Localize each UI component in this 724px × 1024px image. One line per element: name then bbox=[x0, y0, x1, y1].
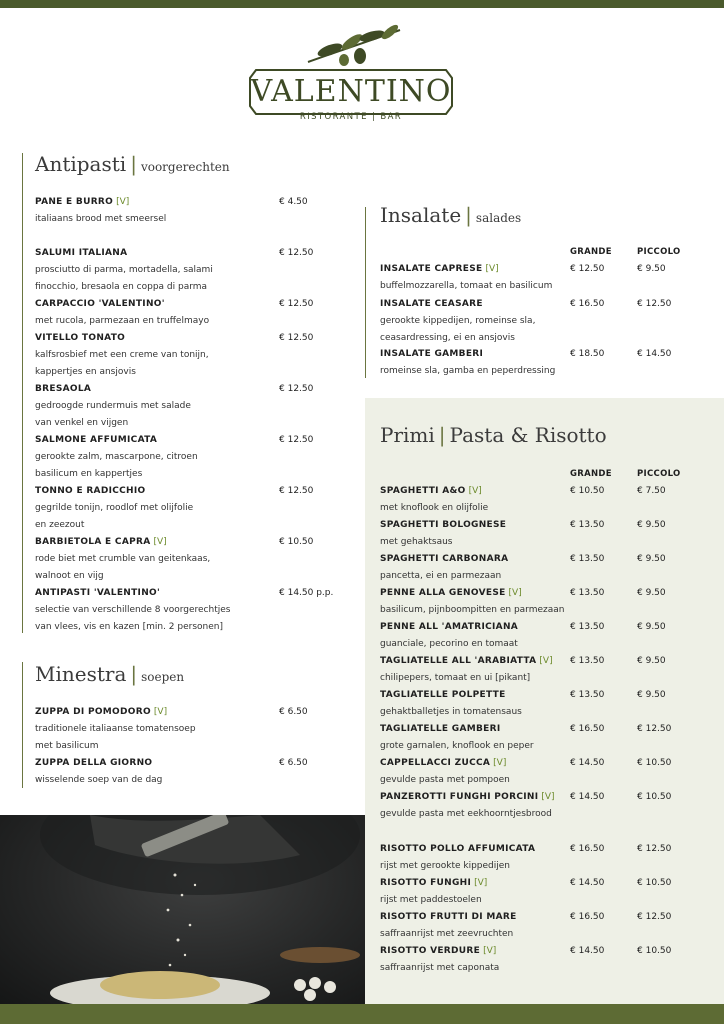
vegetarian-badge: [V] bbox=[153, 537, 167, 547]
insalate-heading bbox=[380, 203, 521, 227]
title-separator: | bbox=[465, 203, 472, 227]
dish-description: gerookte kippedijen, romeinse sla, bbox=[380, 316, 536, 326]
dish-name: INSALATE CEASARE bbox=[380, 299, 483, 309]
price-grande: € 14.50 bbox=[570, 792, 605, 802]
dish-description: guanciale, pecorino en tomaat bbox=[380, 639, 518, 649]
dish-description: saffraanrijst met zeevruchten bbox=[380, 929, 514, 939]
menu-item-row bbox=[380, 348, 483, 360]
menu-item-row bbox=[380, 298, 483, 310]
vegetarian-badge: [V] bbox=[116, 197, 130, 207]
dish-description: gedroogde rundermuis met salade bbox=[35, 401, 191, 411]
price-piccolo: € 12.50 bbox=[637, 912, 672, 922]
price-grande: € 18.50 bbox=[570, 349, 605, 359]
insalate-title: Insalate bbox=[380, 203, 462, 227]
dish-description: kalfsrosbief met een creme van tonijn, bbox=[35, 350, 209, 360]
dish-name: TAGLIATELLE GAMBERI bbox=[380, 724, 501, 734]
dish-description: en zeezout bbox=[35, 520, 85, 530]
menu-item-row bbox=[35, 757, 152, 769]
top-accent-bar bbox=[0, 0, 724, 8]
dish-name: PENNE ALLA GENOVESE bbox=[380, 588, 506, 598]
price-piccolo: € 12.50 bbox=[637, 724, 672, 734]
dish-name: ANTIPASTI 'VALENTINO' bbox=[35, 588, 161, 598]
menu-item-row bbox=[380, 621, 518, 633]
dish-price: € 12.50 bbox=[279, 248, 314, 258]
dish-description: met rucola, parmezaan en truffelmayo bbox=[35, 316, 210, 326]
dish-description: selectie van verschillende 8 voorgerechtjes bbox=[35, 605, 231, 615]
price-grande: € 14.50 bbox=[570, 758, 605, 768]
dish-name: BRESAOLA bbox=[35, 384, 92, 394]
antipasti-heading bbox=[35, 152, 230, 176]
price-grande: € 13.50 bbox=[570, 520, 605, 530]
dish-name: RISOTTO POLLO AFFUMICATA bbox=[380, 844, 536, 854]
dish-name: RISOTTO FRUTTI DI MARE bbox=[380, 912, 517, 922]
dish-description: pancetta, ei en parmezaan bbox=[380, 571, 502, 581]
dish-description: met basilicum bbox=[35, 741, 99, 751]
price-piccolo: € 10.50 bbox=[637, 946, 672, 956]
dish-price: € 14.50 p.p. bbox=[279, 588, 334, 598]
insalate-subtitle: salades bbox=[475, 211, 522, 225]
dish-price: € 12.50 bbox=[279, 299, 314, 309]
price-grande: € 13.50 bbox=[570, 656, 605, 666]
dish-description: gevulde pasta met eekhoorntjesbrood bbox=[380, 809, 552, 819]
menu-item-row bbox=[380, 689, 506, 701]
dish-description: rode biet met crumble van geitenkaas, bbox=[35, 554, 211, 564]
vegetarian-badge: [V] bbox=[541, 792, 555, 802]
price-piccolo: € 9.50 bbox=[637, 520, 666, 530]
dish-name: INSALATE GAMBERI bbox=[380, 349, 484, 359]
insalate-divider-line bbox=[365, 207, 366, 378]
antipasti-divider-line bbox=[22, 153, 23, 633]
dish-name: TAGLIATELLE POLPETTE bbox=[380, 690, 506, 700]
dish-name: SPAGHETTI BOLOGNESE bbox=[380, 520, 507, 530]
dish-name: TONNO E RADICCHIO bbox=[35, 486, 146, 496]
vegetarian-badge: [V] bbox=[483, 946, 497, 956]
menu-item-row bbox=[380, 587, 522, 599]
dish-description: grote garnalen, knoflook en peper bbox=[380, 741, 534, 751]
dish-name: SALUMI ITALIANA bbox=[35, 248, 128, 258]
dish-description: rijst met paddestoelen bbox=[380, 895, 482, 905]
insalate-col-grande: GRANDE bbox=[570, 247, 612, 257]
plate-illustration bbox=[0, 815, 365, 1004]
title-separator: | bbox=[130, 662, 138, 686]
vegetarian-badge: [V] bbox=[508, 588, 522, 598]
dish-description: met gehaktsaus bbox=[380, 537, 453, 547]
menu-item-row bbox=[35, 383, 91, 395]
price-grande: € 10.50 bbox=[570, 486, 605, 496]
menu-item-row bbox=[35, 298, 165, 310]
dish-description: gegrilde tonijn, roodlof met olijfolie bbox=[35, 503, 194, 513]
dish-name: PENNE ALL 'AMATRICIANA bbox=[380, 622, 519, 632]
price-grande: € 16.50 bbox=[570, 724, 605, 734]
price-grande: € 13.50 bbox=[570, 690, 605, 700]
dish-description: basilicum en kappertjes bbox=[35, 469, 143, 479]
title-separator: | bbox=[130, 152, 137, 176]
dish-name: ZUPPA DELLA GIORNO bbox=[35, 758, 153, 768]
insalate-col-piccolo: PICCOLO bbox=[637, 247, 681, 257]
dish-name: RISOTTO FUNGHI bbox=[380, 878, 472, 888]
primi-col-grande: GRANDE bbox=[570, 469, 612, 479]
price-piccolo: € 12.50 bbox=[637, 844, 672, 854]
dish-description: ceasardressing, ei en ansjovis bbox=[380, 333, 515, 343]
antipasti-title: Antipasti bbox=[35, 152, 127, 176]
price-piccolo: € 7.50 bbox=[637, 486, 666, 496]
dish-description: traditionele italiaanse tomatensoep bbox=[35, 724, 196, 734]
menu-item-row bbox=[380, 757, 506, 769]
dish-price: € 12.50 bbox=[279, 486, 314, 496]
dish-price: € 6.50 bbox=[279, 758, 308, 768]
price-piccolo: € 9.50 bbox=[637, 656, 666, 666]
dish-name: SALMONE AFFUMICATA bbox=[35, 435, 158, 445]
primi-col-piccolo: PICCOLO bbox=[637, 469, 681, 479]
price-piccolo: € 14.50 bbox=[637, 349, 672, 359]
dish-description: prosciutto di parma, mortadella, salami bbox=[35, 265, 213, 275]
dish-description: van vlees, vis en kazen [min. 2 personen] bbox=[35, 622, 223, 632]
menu-item-row bbox=[380, 791, 555, 803]
price-grande: € 13.50 bbox=[570, 622, 605, 632]
menu-item-row bbox=[380, 263, 499, 275]
dish-name: VITELLO TONATO bbox=[35, 333, 126, 343]
price-grande: € 14.50 bbox=[570, 946, 605, 956]
olive-branch-icon bbox=[300, 24, 410, 68]
price-grande: € 13.50 bbox=[570, 588, 605, 598]
price-piccolo: € 9.50 bbox=[637, 554, 666, 564]
dish-description: buffelmozzarella, tomaat en basilicum bbox=[380, 281, 553, 291]
dish-name: INSALATE CAPRESE bbox=[380, 264, 483, 274]
dish-name: SPAGHETTI A&O bbox=[380, 486, 466, 496]
dish-name: ZUPPA DI POMODORO bbox=[35, 707, 151, 717]
dish-price: € 10.50 bbox=[279, 537, 314, 547]
vegetarian-badge: [V] bbox=[474, 878, 488, 888]
dish-description: walnoot en vijg bbox=[35, 571, 104, 581]
vegetarian-badge: [V] bbox=[493, 758, 507, 768]
restaurant-logo bbox=[248, 24, 454, 130]
menu-item-row bbox=[380, 723, 500, 735]
chef-plating-photo bbox=[0, 815, 365, 1004]
logo-name: VALENTINO bbox=[250, 74, 452, 109]
menu-item-row bbox=[35, 247, 127, 259]
dish-price: € 12.50 bbox=[279, 384, 314, 394]
dish-name: CARPACCIO 'VALENTINO' bbox=[35, 299, 165, 309]
price-piccolo: € 12.50 bbox=[637, 299, 672, 309]
dish-price: € 12.50 bbox=[279, 333, 314, 343]
dish-description: met knoflook en olijfolie bbox=[380, 503, 489, 513]
price-piccolo: € 9.50 bbox=[637, 264, 666, 274]
menu-item-row bbox=[380, 945, 496, 957]
dish-name: SPAGHETTI CARBONARA bbox=[380, 554, 509, 564]
price-piccolo: € 10.50 bbox=[637, 758, 672, 768]
logo-subtitle: RISTORANTE | BAR bbox=[299, 112, 403, 122]
price-piccolo: € 9.50 bbox=[637, 622, 666, 632]
dish-description: van venkel en vijgen bbox=[35, 418, 129, 428]
vegetarian-badge: [V] bbox=[539, 656, 553, 666]
menu-item-row bbox=[35, 706, 167, 718]
dish-description: italiaans brood met smeersel bbox=[35, 214, 167, 224]
menu-item-row bbox=[380, 519, 506, 531]
dish-description: gehaktballetjes in tomatensaus bbox=[380, 707, 522, 717]
minestra-heading bbox=[35, 662, 184, 686]
dish-description: gerookte zalm, mascarpone, citroen bbox=[35, 452, 198, 462]
menu-item-row bbox=[380, 877, 487, 889]
menu-item-row bbox=[380, 553, 508, 565]
minestra-subtitle: soepen bbox=[141, 670, 185, 684]
price-grande: € 16.50 bbox=[570, 299, 605, 309]
minestra-title: Minestra bbox=[35, 662, 127, 686]
price-piccolo: € 9.50 bbox=[637, 690, 666, 700]
price-grande: € 14.50 bbox=[570, 878, 605, 888]
primi-heading bbox=[380, 423, 607, 447]
dish-description: finocchio, bresaola en coppa di parma bbox=[35, 282, 208, 292]
primi-title: Primi bbox=[380, 423, 435, 447]
menu-item-row bbox=[380, 843, 535, 855]
vegetarian-badge: [V] bbox=[153, 707, 168, 717]
menu-item-row bbox=[35, 196, 129, 208]
vegetarian-badge: [V] bbox=[485, 264, 499, 274]
menu-item-row bbox=[35, 332, 125, 344]
price-piccolo: € 10.50 bbox=[637, 878, 672, 888]
price-grande: € 12.50 bbox=[570, 264, 605, 274]
antipasti-subtitle: voorgerechten bbox=[140, 160, 230, 174]
menu-item-row bbox=[35, 536, 167, 548]
menu-item-row bbox=[380, 911, 517, 923]
dish-price: € 12.50 bbox=[279, 435, 314, 445]
menu-item-row bbox=[35, 587, 160, 599]
bottom-accent-bar bbox=[0, 1004, 724, 1024]
dish-description: basilicum, pijnboompitten en parmezaan bbox=[380, 605, 565, 615]
dish-name: PANZEROTTI FUNGHI PORCINI bbox=[380, 792, 539, 802]
dish-name: TAGLIATELLE ALL 'ARABIATTA bbox=[380, 656, 537, 666]
menu-item-row bbox=[380, 485, 482, 497]
price-piccolo: € 9.50 bbox=[637, 588, 666, 598]
dish-description: gevulde pasta met pompoen bbox=[380, 775, 510, 785]
dish-price: € 4.50 bbox=[279, 197, 308, 207]
dish-description: chilipepers, tomaat en ui [pikant] bbox=[380, 673, 531, 683]
menu-item-row bbox=[35, 485, 145, 497]
dish-description: romeinse sla, gamba en peperdressing bbox=[380, 366, 556, 376]
minestra-divider-line bbox=[22, 662, 23, 788]
primi-subtitle: Pasta & Risotto bbox=[449, 423, 607, 447]
dish-description: saffraanrijst met caponata bbox=[380, 963, 500, 973]
price-piccolo: € 10.50 bbox=[637, 792, 672, 802]
dish-price: € 6.50 bbox=[279, 707, 308, 717]
title-separator: | bbox=[438, 423, 446, 447]
vegetarian-badge: [V] bbox=[468, 486, 482, 496]
menu-item-row bbox=[35, 434, 157, 446]
menu-item-row bbox=[380, 655, 553, 667]
price-grande: € 16.50 bbox=[570, 844, 605, 854]
price-grande: € 16.50 bbox=[570, 912, 605, 922]
dish-name: BARBIETOLA E CAPRA bbox=[35, 537, 151, 547]
dish-description: rijst met gerookte kippedijen bbox=[380, 861, 511, 871]
price-grande: € 13.50 bbox=[570, 554, 605, 564]
dish-description: kappertjes en ansjovis bbox=[35, 367, 136, 377]
dish-name: PANE E BURRO bbox=[35, 197, 114, 207]
dish-name: CAPPELLACCI ZUCCA bbox=[380, 758, 491, 768]
dish-name: RISOTTO VERDURE bbox=[380, 946, 481, 956]
dish-description: wisselende soep van de dag bbox=[35, 775, 163, 785]
